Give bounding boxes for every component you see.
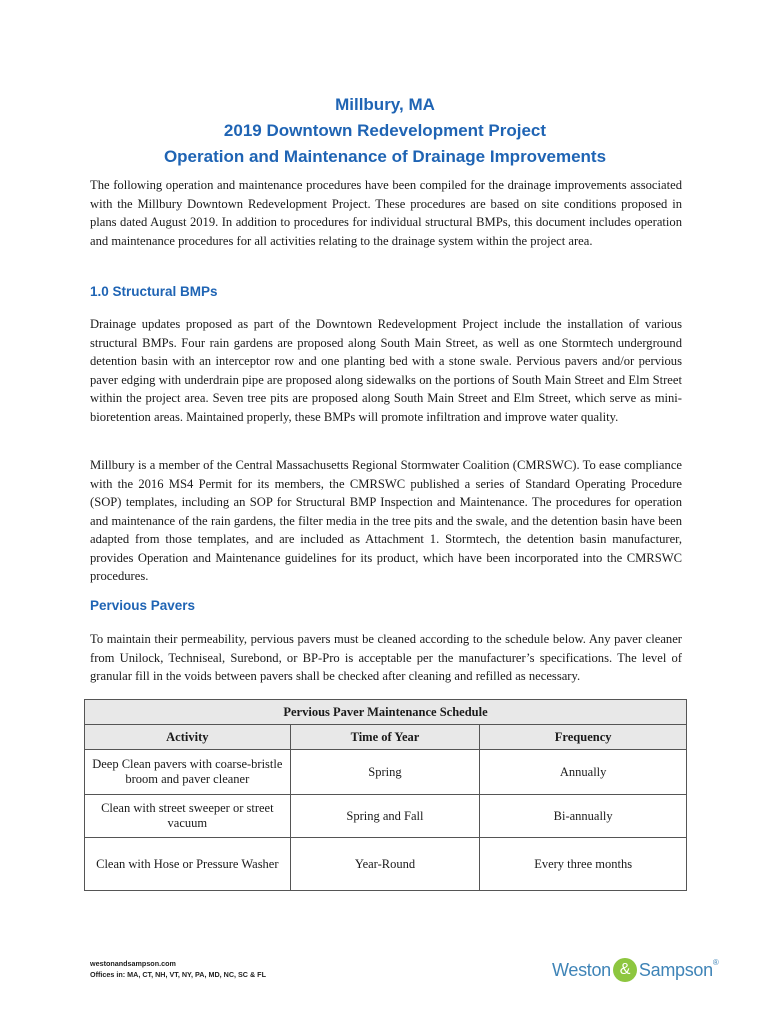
document-title (0, 92, 770, 170)
section-heading-pervious-pavers: Pervious Pavers (90, 598, 196, 613)
logo-ampersand-badge: & (613, 958, 637, 982)
cmrswc-paragraph: Millbury is a member of the Central Massachusetts Regional Stormwater Coalition (CMRSWC). To ease compliance with the 2016 MS4 Permit for its members, the CMRSWC published a series of Standard Operating Procedure (SOP) templates, including an SOP for Structural BMP Inspection and Maintenance. The procedures for operation and maintenance of the rain gardens, the filter media in the tree pits and the swale, and the detention basin have been adapted from those templates, and are included as Attachment 1. Stormtech, the detention basin manufacturer, provides Operation and Maintenance guidelines for its product, which have been incorporated into the CMRSWC procedures. (90, 458, 682, 583)
table-row (85, 750, 687, 795)
table-caption: Pervious Paver Maintenance Schedule (85, 700, 687, 725)
pervious-pavers-paragraph: To maintain their permeability, pervious pavers must be cleaned according to the schedule below. Any paver cleaner from Unilock, Techniseal, Surebond, or BP-Pro is acceptable per the manufacturer’s specifications. The level of granular fill in the voids between pavers shall be checked after cleaning and refilled as necessary. (90, 632, 682, 683)
cell-frequency: Every three months (480, 838, 687, 891)
title-line-3: Operation and Maintenance of Drainage Improvements (163, 147, 607, 166)
column-header-time-of-year: Time of Year (290, 725, 480, 750)
table-row (85, 838, 687, 891)
column-header-activity: Activity (85, 725, 291, 750)
cell-activity: Clean with street sweeper or street vacuum (85, 795, 291, 838)
section-heading-structural-bmps: 1.0 Structural BMPs (90, 284, 218, 299)
footer-website: westonandsampson.com (90, 959, 176, 968)
maintenance-schedule-table (84, 699, 687, 891)
cell-time-of-year: Year-Round (290, 838, 480, 891)
weston-sampson-logo (552, 950, 718, 990)
logo-text-weston: Weston (552, 959, 611, 980)
intro-paragraph: The following operation and maintenance procedures have been compiled for the drainage improvements associated with the Millbury Downtown Redevelopment Project. These procedures are based on site conditions proposed in plans dated August 2019. In addition to procedures for individual structural BMPs, this document includes operation and maintenance procedures for all activities relating to the drainage system within the project area. (90, 178, 682, 248)
title-line-1: Millbury, MA (335, 95, 435, 114)
cell-frequency: Annually (480, 750, 687, 795)
cell-time-of-year: Spring and Fall (290, 795, 480, 838)
structural-bmps-paragraph: Drainage updates proposed as part of the Downtown Redevelopment Project include the installation of various structural BMPs. Four rain gardens are proposed along South Main Street, as well as one Stormtech underground detention basin with an interceptor row and one planting bed with a stone swale. Pervious pavers and/or pervious paver edging with underdrain pipe are proposed along sidewalks on the portions of South Main Street and Elm Street within the project area. Seven tree pits are proposed along South Main Street and Elm Street, which serve as mini-bioretention areas. Maintained properly, these BMPs will promote infiltration and improve water quality. (90, 317, 682, 424)
column-header-frequency: Frequency (480, 725, 687, 750)
logo-registered-mark: ® (712, 958, 719, 967)
logo-text-sampson: Sampson (638, 959, 713, 980)
table-row (85, 795, 687, 838)
footer-offices: Offices in: MA, CT, NH, VT, NY, PA, MD, NC, SC & FL (90, 970, 266, 979)
cell-activity: Deep Clean pavers with coarse-bristle broom and paver cleaner (85, 750, 291, 795)
page-footer (90, 958, 266, 980)
cell-frequency: Bi-annually (480, 795, 687, 838)
cell-activity: Clean with Hose or Pressure Washer (85, 838, 291, 891)
title-line-2: 2019 Downtown Redevelopment Project (223, 121, 547, 140)
cell-time-of-year: Spring (290, 750, 480, 795)
